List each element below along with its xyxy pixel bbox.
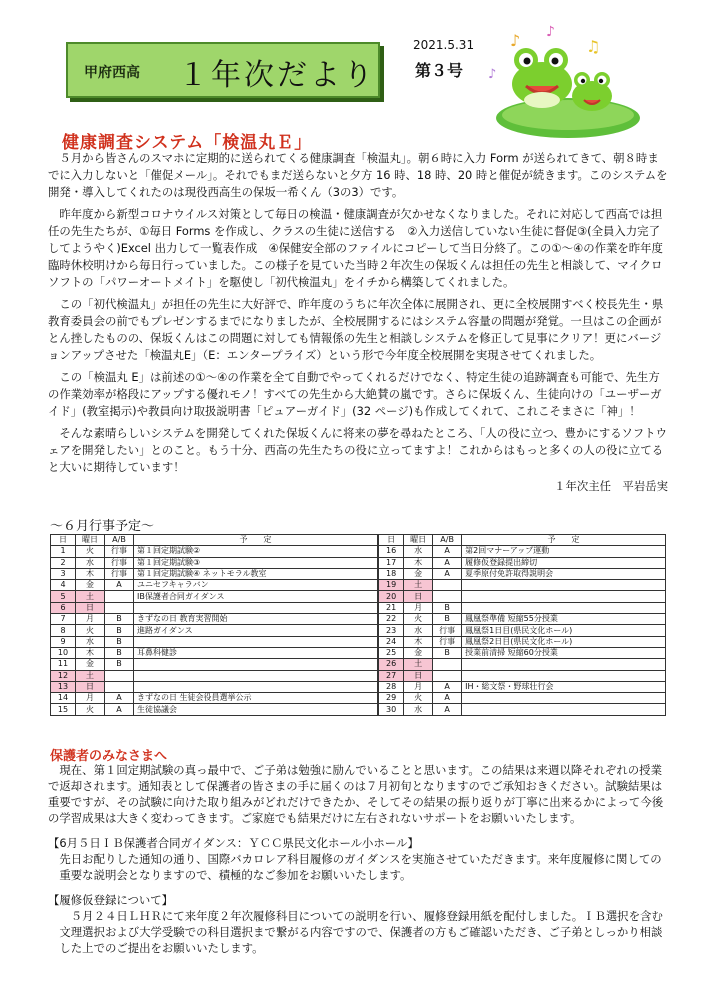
schedule-day: 21: [378, 602, 404, 613]
schedule-event: 第１回定期試験④ ネットモラル教室: [134, 568, 379, 579]
schedule-ab: 行事: [105, 557, 134, 568]
schedule-weekday: 日: [404, 591, 433, 602]
schedule-ab: B: [105, 659, 134, 670]
schedule-day: 25: [378, 647, 404, 658]
parents-heading: 保護者のみなさまへ: [50, 749, 168, 764]
schedule-day: 30: [378, 704, 404, 715]
schedule-day: 19: [378, 580, 404, 591]
schedule-ab: B: [105, 636, 134, 647]
schedule-ab: 行事: [105, 568, 134, 579]
schedule-ab: A: [433, 681, 462, 692]
schedule-weekday: 月: [76, 693, 105, 704]
schedule-day: 12: [51, 670, 76, 681]
schedule-ab: [433, 591, 462, 602]
schedule-ab: [105, 681, 134, 692]
newsletter-title: １年次だより: [178, 58, 376, 93]
article-paragraph-5: そんな素晴らしいシステムを開発してくれた保坂くんに将来の夢を尋ねたところ、「人の役に立つ、豊かにするソフトウェアを開発したい」とのこと。もう十分、西高の先生たちの役に立ってますよ！これからはもっと多くの人の役に立てると大いに期待しています！: [48, 426, 667, 474]
svg-text:♪: ♪: [510, 31, 521, 50]
schedule-ab: A: [105, 704, 134, 715]
schedule-event: きずなの日 生徒会役員選挙公示: [134, 693, 379, 704]
schedule-day: 16: [378, 546, 404, 557]
schedule-event: [462, 693, 666, 704]
schedule-row: [51, 636, 666, 647]
schedule-weekday: 土: [404, 659, 433, 670]
schedule-day: 15: [51, 704, 76, 715]
schedule-event: ユニセフキャラバン: [134, 580, 379, 591]
schedule-row: [51, 546, 666, 557]
ib-body: 先日お配りした通知の通り、国際バカロレア科目履修のガイダンスを実施させていただきます。来年度履修に関しての重要な説明会となりますので、積極的なご参加をお願いいたします。: [59, 852, 662, 882]
schedule-day: 11: [51, 659, 76, 670]
schedule-weekday: 火: [404, 693, 433, 704]
frog-icon: [480, 22, 640, 140]
schedule-event: [462, 659, 666, 670]
schedule-ab: [105, 602, 134, 613]
schedule-ab: A: [433, 568, 462, 579]
schedule-day: 2: [51, 557, 76, 568]
col-day: 日: [378, 535, 404, 546]
schedule-weekday: 火: [76, 625, 105, 636]
schedule-weekday: 水: [404, 546, 433, 557]
schedule-row: [51, 602, 666, 613]
col-weekday: 曜日: [76, 535, 105, 546]
schedule-weekday: 日: [76, 602, 105, 613]
issue-number: 第３号: [415, 61, 464, 80]
schedule-weekday: 木: [76, 568, 105, 579]
schedule-weekday: 木: [76, 647, 105, 658]
schedule-event: 第2回マナーアップ運動: [462, 546, 666, 557]
article-paragraph-4: この「検温丸 E」は前述の①～④の作業を全て自動でやってくれるだけでなく、特定生徒の追跡調査も可能で、先生方の作業効率が格段にアップする優れモノ！すべての先生から大絶賛の嵐です。さらに保坂くん、生徒向けの「ユーザーガイド」(教室掲示)や教員向け取扱説明書「ピュアーガイド」(32 ページ)も作成してくれて、これこそまさに「神」！: [48, 370, 662, 418]
schedule-day: 20: [378, 591, 404, 602]
schedule-day: 10: [51, 647, 76, 658]
schedule-event: [134, 636, 379, 647]
schedule-day: 27: [378, 670, 404, 681]
notices: [48, 762, 668, 956]
col-ab: A/B: [105, 535, 134, 546]
schedule-table: [50, 534, 666, 716]
schedule-row: [51, 659, 666, 670]
schedule-weekday: 木: [404, 557, 433, 568]
schedule-event: 履修仮登録提出締切: [462, 557, 666, 568]
article-paragraph-2: 昨年度から新型コロナウイルス対策として毎日の検温・健康調査が欠かせなくなりました。それに対応して西高では担任の先生たちが、①毎日 Forms を作成し、クラスの生徒に送信する ②入力送信していない生徒に督促③(全員入力完了してようやく)Excel 出力して一覧表作成 ④保健安全部のファイルにコピーして当日分終了。この①～④の作業を昨年度臨時休校明けから毎日行っていました。この様子を見ていた当時２年次生の保坂くんは担任の先生と相談して、マイクロソフトの「パワーオートメイト」を駆使し「初代検温丸」をイチから構築してくれました。: [48, 207, 663, 289]
schedule-weekday: 木: [404, 636, 433, 647]
schedule-weekday: 水: [76, 636, 105, 647]
col-ab: A/B: [433, 535, 462, 546]
schedule-row: [51, 681, 666, 692]
schedule-weekday: 火: [404, 614, 433, 625]
schedule-day: 28: [378, 681, 404, 692]
schedule-ab: B: [433, 614, 462, 625]
registration-heading: 【履修仮登録について】: [48, 893, 174, 907]
schedule-ab: B: [433, 647, 462, 658]
schedule-weekday: 日: [76, 681, 105, 692]
schedule-day: 24: [378, 636, 404, 647]
schedule-row: [51, 591, 666, 602]
schedule-ab: A: [433, 693, 462, 704]
article-signature: １年次主任 平岩岳実: [554, 479, 668, 493]
schedule-day: 7: [51, 614, 76, 625]
issue-date: 2021.5.31: [413, 38, 475, 52]
schedule-row: [51, 557, 666, 568]
schedule-day: 3: [51, 568, 76, 579]
schedule-day: 13: [51, 681, 76, 692]
schedule-row: [51, 568, 666, 579]
schedule-ab: [433, 659, 462, 670]
schedule-row: [51, 693, 666, 704]
schedule-header-row: [51, 535, 666, 546]
schedule-weekday: 金: [76, 659, 105, 670]
schedule-weekday: 金: [76, 580, 105, 591]
schedule-day: 26: [378, 659, 404, 670]
schedule-event: 第１回定期試験②: [134, 546, 379, 557]
schedule-weekday: 金: [404, 647, 433, 658]
schedule-day: 17: [378, 557, 404, 568]
schedule-ab: 行事: [433, 625, 462, 636]
schedule-ab: A: [105, 693, 134, 704]
schedule-day: 23: [378, 625, 404, 636]
article-paragraph-1: ５月から皆さんのスマホに定期的に送られてくる健康調査「検温丸」。朝６時に入力 Form が送られてきて、朝８時までに入力しないと「催促メール」。それでもまだ送らないと夕方 16 時、18 時、20 時と催促が続きます。このシステムを開発・導入してくれたのは現役西高生の保坂一希くん（3の3）です。: [48, 151, 668, 199]
article-heading: 健康調査システム「検温丸Ｅ」: [62, 133, 313, 153]
schedule-weekday: 火: [76, 546, 105, 557]
col-day: 日: [51, 535, 76, 546]
col-event: 予 定: [462, 535, 666, 546]
schedule-ab: B: [105, 614, 134, 625]
schedule-day: 29: [378, 693, 404, 704]
schedule-event: 夏季原付免許取得説明会: [462, 568, 666, 579]
schedule-weekday: 日: [404, 670, 433, 681]
schedule-weekday: 水: [404, 625, 433, 636]
schedule-title: ～６月行事予定～: [50, 519, 155, 534]
schedule-ab: 行事: [433, 636, 462, 647]
article-paragraph-3: この「初代検温丸」が担任の先生に大好評で、昨年度のうちに年次全体に展開され、更に全校展開すべく校長先生・県教育委員会の前でもプレゼンするまでになりましたが、全校展開するにはシステム容量の問題が発覚。一旦はこの企画がとん挫したものの、保坂くんはこの問題に対しても情報係の先生と相談しシステムを修正して見事にクリア！更にバージョンアップさせた「検温丸E」（E：エンタープライズ）という形で今年度全校展開を実現させてくれました。: [48, 297, 664, 362]
schedule-row: [51, 580, 666, 591]
registration-body: ５月２４日ＬＨＲにて来年度２年次履修科目についての説明を行い、履修登録用紙を配付しました。ＩＢ選択を含む文理選択および大学受験での科目選択まで繋がる内容ですので、保護者の方もご確認いただき、ご子弟としっかり相談した上でのご提出をお願いいたします。: [59, 909, 663, 955]
schedule-row: [51, 704, 666, 715]
schedule-event: IH・総文祭・野球壮行会: [462, 681, 666, 692]
schedule-ab: A: [433, 546, 462, 557]
schedule-event: 耳鼻科健診: [134, 647, 379, 658]
schedule-weekday: 月: [404, 602, 433, 613]
schedule-event: 第１回定期試験③: [134, 557, 379, 568]
schedule-ab: A: [433, 704, 462, 715]
schedule-ab: [105, 591, 134, 602]
schedule-ab: A: [105, 580, 134, 591]
schedule-ab: B: [433, 602, 462, 613]
schedule-weekday: 月: [76, 614, 105, 625]
schedule-ab: B: [105, 625, 134, 636]
schedule-ab: B: [105, 647, 134, 658]
schedule-weekday: 火: [76, 704, 105, 715]
schedule-day: 14: [51, 693, 76, 704]
schedule-weekday: 土: [76, 670, 105, 681]
schedule-event: [134, 602, 379, 613]
schedule-row: [51, 647, 666, 658]
svg-text:♫: ♫: [586, 37, 601, 56]
schedule-ab: A: [433, 557, 462, 568]
schedule-event: 鳳凰祭1日目(県民文化ホール): [462, 625, 666, 636]
schedule-weekday: 月: [404, 681, 433, 692]
article-body: [48, 150, 668, 495]
schedule-event: [134, 681, 379, 692]
schedule-day: 22: [378, 614, 404, 625]
col-weekday: 曜日: [404, 535, 433, 546]
schedule-event: [462, 670, 666, 681]
schedule-day: 4: [51, 580, 76, 591]
svg-text:♪: ♪: [546, 24, 555, 40]
schedule-ab: [433, 670, 462, 681]
ib-heading: 【6月５日ＩＢ保護者合同ガイダンス：ＹＣＣ県民文化ホール小ホール】: [48, 836, 419, 850]
schedule-event: 授業前清掃 短縮60分授業: [462, 647, 666, 658]
schedule-event: [134, 670, 379, 681]
schedule-event: きずなの日 教育実習開始: [134, 614, 379, 625]
schedule-day: 5: [51, 591, 76, 602]
schedule-event: 生徒協議会: [134, 704, 379, 715]
schedule-ab: [105, 670, 134, 681]
schedule-event: IB保護者合同ガイダンス: [134, 591, 379, 602]
schedule-day: 8: [51, 625, 76, 636]
schedule-row: [51, 625, 666, 636]
schedule-event: 鳳凰祭2日目(県民文化ホール): [462, 636, 666, 647]
school-name: 甲府西高: [84, 65, 140, 81]
schedule-event: [462, 704, 666, 715]
schedule-weekday: 土: [76, 591, 105, 602]
schedule-day: 6: [51, 602, 76, 613]
schedule-event: [462, 591, 666, 602]
col-event: 予 定: [134, 535, 379, 546]
schedule-day: 9: [51, 636, 76, 647]
parents-body: 現在、第１回定期試験の真っ最中で、ご子弟は勉強に励んでいることと思います。この結果は来週以降それぞれの授業で返却されます。通知表として保護者の皆さまの手に届くのは７月初旬となりますのでご承知おきください。試験結果は重要ですが、その試験に向けた取り組みがどれだけできたか、そしてその結果の振り返りが丁寧に出来るかによって今後の学習成果は大きく変わってきます。ご家庭でも結果だけに左右されないサポートをお願いいたします。: [48, 763, 664, 825]
svg-text:♪: ♪: [488, 67, 497, 82]
schedule-weekday: 水: [404, 704, 433, 715]
schedule-weekday: 土: [404, 580, 433, 591]
schedule-event: [462, 602, 666, 613]
schedule-row: [51, 614, 666, 625]
schedule-event: 進路ガイダンス: [134, 625, 379, 636]
schedule-ab: 行事: [105, 546, 134, 557]
schedule-day: 1: [51, 546, 76, 557]
schedule-event: [462, 580, 666, 591]
schedule-row: [51, 670, 666, 681]
schedule-event: 鳳凰祭準備 短縮55分授業: [462, 614, 666, 625]
schedule-day: 18: [378, 568, 404, 579]
schedule-event: [134, 659, 379, 670]
schedule-weekday: 金: [404, 568, 433, 579]
schedule-ab: [433, 580, 462, 591]
schedule-weekday: 水: [76, 557, 105, 568]
